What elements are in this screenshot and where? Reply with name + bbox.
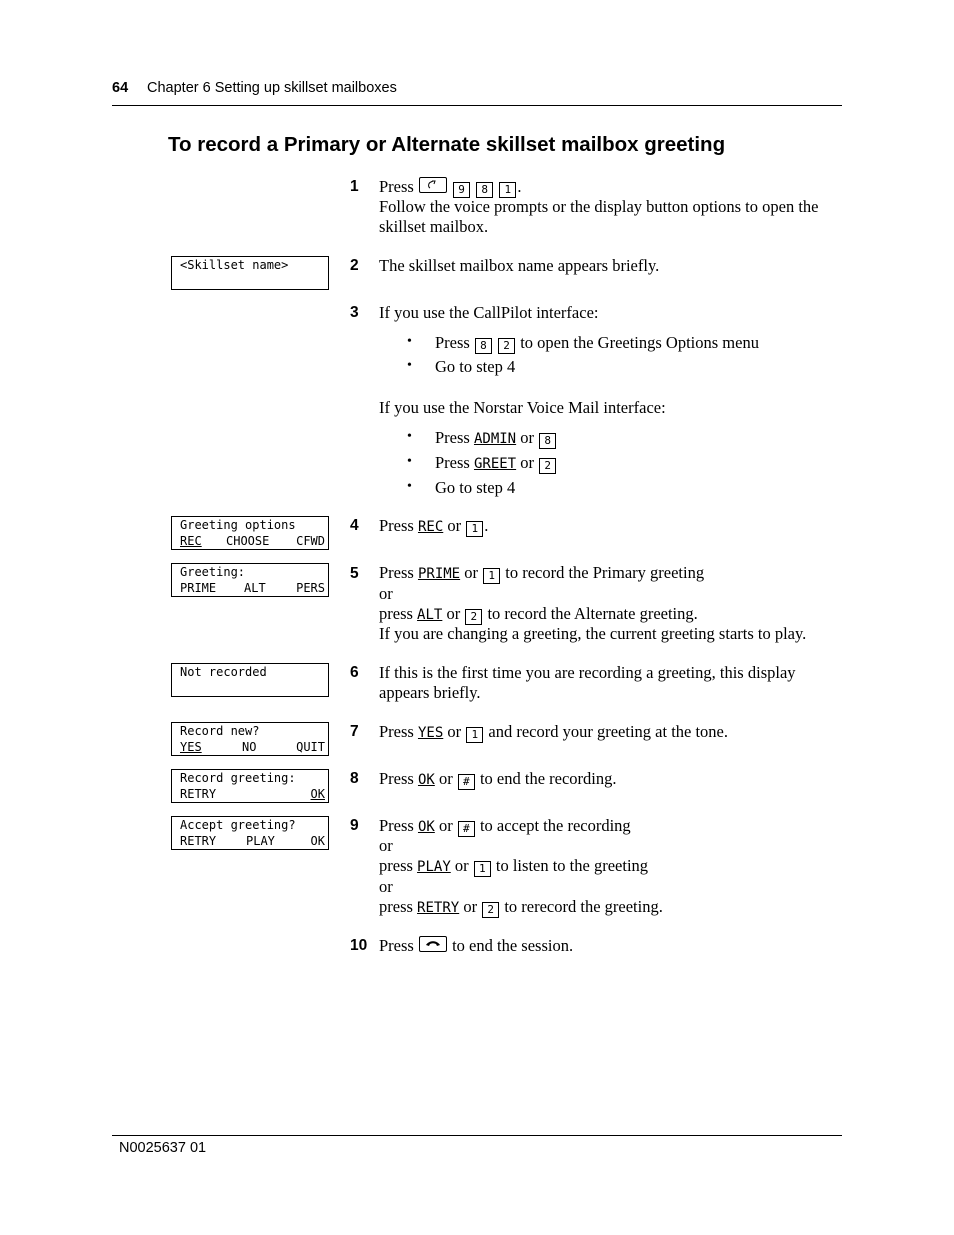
key-2: 2	[482, 902, 499, 918]
bullet: •	[407, 479, 412, 494]
display-greeting-options: Greeting options REC CHOOSE CFWD	[171, 516, 329, 550]
step-number: 7	[350, 723, 359, 740]
step-number: 5	[350, 565, 359, 582]
step-number: 9	[350, 817, 359, 834]
lcd-softkey-play: PLAY	[246, 834, 275, 848]
lcd-softkey-alt: ALT	[244, 581, 266, 595]
step-number: 4	[350, 517, 359, 534]
softkey-play: PLAY	[417, 859, 451, 875]
page-header	[112, 78, 842, 106]
step-1-line-1: Press 9 8 1 .	[379, 177, 522, 196]
bullet: •	[407, 454, 412, 469]
page-number: 64	[112, 80, 129, 96]
key-1: 1	[499, 182, 516, 198]
display-skillset-name: <Skillset name>	[171, 256, 329, 290]
step-9-line-2: press PLAY or 1 to listen to the greeting	[379, 856, 649, 875]
bullet: •	[407, 334, 412, 349]
key-1: 1	[466, 727, 483, 743]
step-9-or-2: or	[379, 877, 393, 896]
document-number: N0025637 01	[119, 1140, 207, 1156]
softkey-retry: RETRY	[417, 900, 460, 916]
step-number: 10	[350, 937, 368, 954]
lcd-softkey-retry: RETRY	[180, 787, 217, 801]
step-9-line-3: press RETRY or 2 to rerecord the greeting.	[379, 897, 663, 916]
key-1: 1	[474, 861, 491, 877]
softkey-yes: YES	[417, 725, 444, 741]
step-8-line: Press OK or # to end the recording.	[379, 769, 617, 788]
step-9-or: or	[379, 836, 393, 855]
lcd-softkey-ok: OK	[310, 787, 325, 801]
step-6-text: If this is the first time you are recording a greeting, this display	[379, 663, 796, 682]
key-2: 2	[465, 609, 482, 625]
norstar-intro: If you use the Norstar Voice Mail interface:	[379, 398, 666, 417]
step-10-line: Press to end the session.	[379, 936, 574, 955]
key-hash: #	[458, 821, 475, 837]
key-1: 1	[483, 568, 500, 584]
step-number: 6	[350, 664, 359, 681]
step-5-line-2: press ALT or 2 to record the Alternate greeting.	[379, 604, 698, 623]
softkey-ok: OK	[417, 772, 435, 788]
step-5-or: or	[379, 584, 393, 603]
key-hash: #	[458, 774, 475, 790]
norstar-bullet-2: Press GREET or 2	[435, 453, 557, 474]
step-3-text: If you use the CallPilot interface:	[379, 303, 599, 322]
key-1: 1	[466, 521, 483, 537]
step-number: 3	[350, 304, 359, 321]
bullet: •	[407, 358, 412, 373]
display-not-recorded: Not recorded	[171, 663, 329, 697]
callpilot-bullet-1: Press 8 2 to open the Greetings Options menu	[435, 333, 759, 352]
key-8: 8	[476, 182, 493, 198]
lcd-softkey-choose: CHOOSE	[226, 534, 270, 548]
softkey-prime: PRIME	[417, 566, 461, 582]
display-greeting: Greeting: PRIME ALT PERS	[171, 563, 329, 597]
lcd-softkey-cfwd: CFWD	[296, 534, 325, 548]
lcd-softkey-retry: RETRY	[180, 834, 217, 848]
lcd-softkey-quit: QUIT	[296, 740, 325, 754]
page-footer	[112, 1135, 842, 1156]
step-9-line-1: Press OK or # to accept the recording	[379, 816, 631, 835]
step-number: 2	[350, 257, 359, 274]
display-record-new: Record new? YES NO QUIT	[171, 722, 329, 756]
step-2-text: The skillset mailbox name appears briefly.	[379, 256, 660, 275]
key-2: 2	[498, 338, 515, 354]
step-5-text: If you are changing a greeting, the current greeting starts to play.	[379, 624, 807, 643]
softkey-greet: GREET	[473, 456, 517, 472]
lcd-softkey-rec: REC	[180, 534, 202, 548]
step-6-text-2: appears briefly.	[379, 683, 481, 702]
section-title: To record a Primary or Alternate skillset mailbox greeting	[168, 133, 726, 156]
chapter-title: Chapter 6 Setting up skillset mailboxes	[147, 80, 397, 96]
display-record-greeting: Record greeting: RETRY OK	[171, 769, 329, 803]
key-8: 8	[475, 338, 492, 354]
step-1-text-2: skillset mailbox.	[379, 217, 489, 236]
feature-key-icon	[419, 177, 447, 193]
softkey-rec: REC	[417, 519, 444, 535]
step-number: 1	[350, 178, 359, 195]
callpilot-bullet-2: Go to step 4	[435, 357, 516, 376]
bullet: •	[407, 429, 412, 444]
norstar-bullet-1: Press ADMIN or 8	[435, 428, 557, 449]
key-2: 2	[539, 458, 556, 474]
step-number: 8	[350, 770, 359, 787]
softkey-ok: OK	[417, 819, 435, 835]
step-4-line: Press REC or 1 .	[379, 516, 489, 535]
norstar-bullet-3: Go to step 4	[435, 478, 516, 497]
key-8: 8	[539, 433, 556, 449]
step-5-line-1: Press PRIME or 1 to record the Primary greeting	[379, 563, 705, 582]
lcd-softkey-prime: PRIME	[180, 581, 217, 595]
lcd-softkey-pers: PERS	[296, 581, 325, 595]
softkey-admin: ADMIN	[473, 431, 517, 447]
release-key-icon	[419, 936, 447, 952]
step-1-text: Follow the voice prompts or the display button options to open the	[379, 197, 819, 216]
softkey-alt: ALT	[417, 607, 443, 623]
lcd-softkey-no: NO	[242, 740, 257, 754]
display-accept-greeting: Accept greeting? RETRY PLAY OK	[171, 816, 329, 850]
key-9: 9	[453, 182, 470, 198]
lcd-softkey-ok: OK	[310, 834, 325, 848]
lcd-softkey-yes: YES	[180, 740, 202, 754]
step-7-line: Press YES or 1 and record your greeting at the tone.	[379, 722, 729, 741]
